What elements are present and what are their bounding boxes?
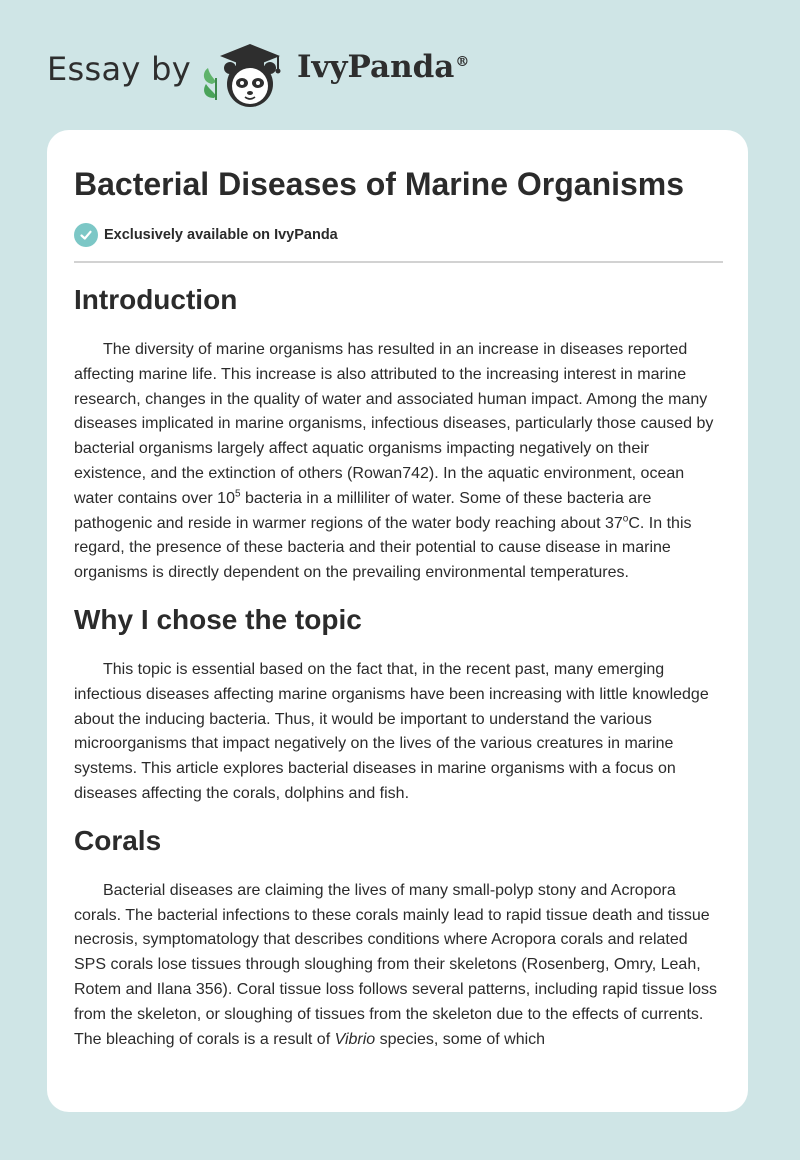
section-heading: Introduction — [74, 284, 238, 315]
essay-content — [74, 278, 723, 1064]
superscript: 5 — [234, 488, 241, 500]
paragraph-text: Bacterial diseases are claiming the lives of many small-polyp stony and Acropora corals. The bacterial infections to these corals mainly lead to rapid tissue death and tissue necrosis, symptomatology that describes conditions where Acropora corals and related SPS corals lose tissues through sloughing from their skeletons (Rosenberg, Omry, Leah, Rotem and Ilana 356). Coral tissue loss follows several patterns, including rapid tissue loss from the skeleton, or sloughing of tissues from the skeleton due to the effects of currents. The bleaching of corals is a result of — [74, 881, 717, 1048]
paragraph-text: bacteria in a milliliter of water. Some of these bacteria are pathogenic and reside in warmer regions of the water body reaching about 37 — [74, 489, 652, 532]
section-introduction — [74, 278, 723, 586]
exclusive-badge — [74, 223, 338, 247]
brand-prefix: Essay by — [47, 50, 191, 88]
divider — [74, 261, 723, 263]
check-icon — [74, 223, 98, 247]
paragraph — [74, 338, 723, 586]
section-heading: Corals — [74, 824, 162, 856]
section-corals — [74, 819, 723, 1053]
page-title: Bacterial Diseases of Marine Organisms — [74, 166, 685, 202]
essay-card — [47, 130, 748, 1112]
paragraph-text: C. In this regard, the presence of these bacteria and their potential to cause disease in marine organisms is directly dependent on the prevailing environmental temperatures. — [74, 514, 692, 582]
registered-mark: ® — [455, 53, 470, 70]
paragraph-text: species, some of which — [375, 1030, 546, 1048]
italic-term: Vibrio — [334, 1030, 376, 1048]
superscript: o — [622, 513, 629, 525]
site-header — [0, 0, 800, 128]
brand-name-text[interactable]: IvyPanda — [297, 49, 455, 85]
panda-graduate-icon[interactable] — [198, 38, 294, 110]
section-why-topic — [74, 598, 723, 807]
paragraph-text: The diversity of marine organisms has resulted in an increase in diseases reported affecting marine life. This increase is also attributed to the increasing interest in marine research, changes in the quality of water and associated human impact. Among the many diseases implicated in marine organisms, infectious diseases, particularly those caused by bacterial organisms largely affect aquatic organisms impacting negatively on their existence, and the extinction of others (Rowan742). In the aquatic environment, ocean water contains over 10 — [74, 341, 714, 507]
brand-name[interactable] — [297, 49, 469, 85]
section-heading: Why I chose the topic — [74, 603, 362, 635]
exclusive-badge-text: Exclusively available on IvyPanda — [104, 227, 338, 243]
paragraph: This topic is essential based on the fact that, in the recent past, many emerging infectious diseases affecting marine organisms have been increasing with little knowledge about the inducing bacteria. Thus, it would be important to understand the various microorganisms that impact negatively on the lives of the various creatures in marine systems. This article explores bacterial diseases in marine organisms with a focus on diseases affecting the corals, dolphins and fish. — [74, 660, 709, 802]
paragraph — [74, 879, 723, 1053]
